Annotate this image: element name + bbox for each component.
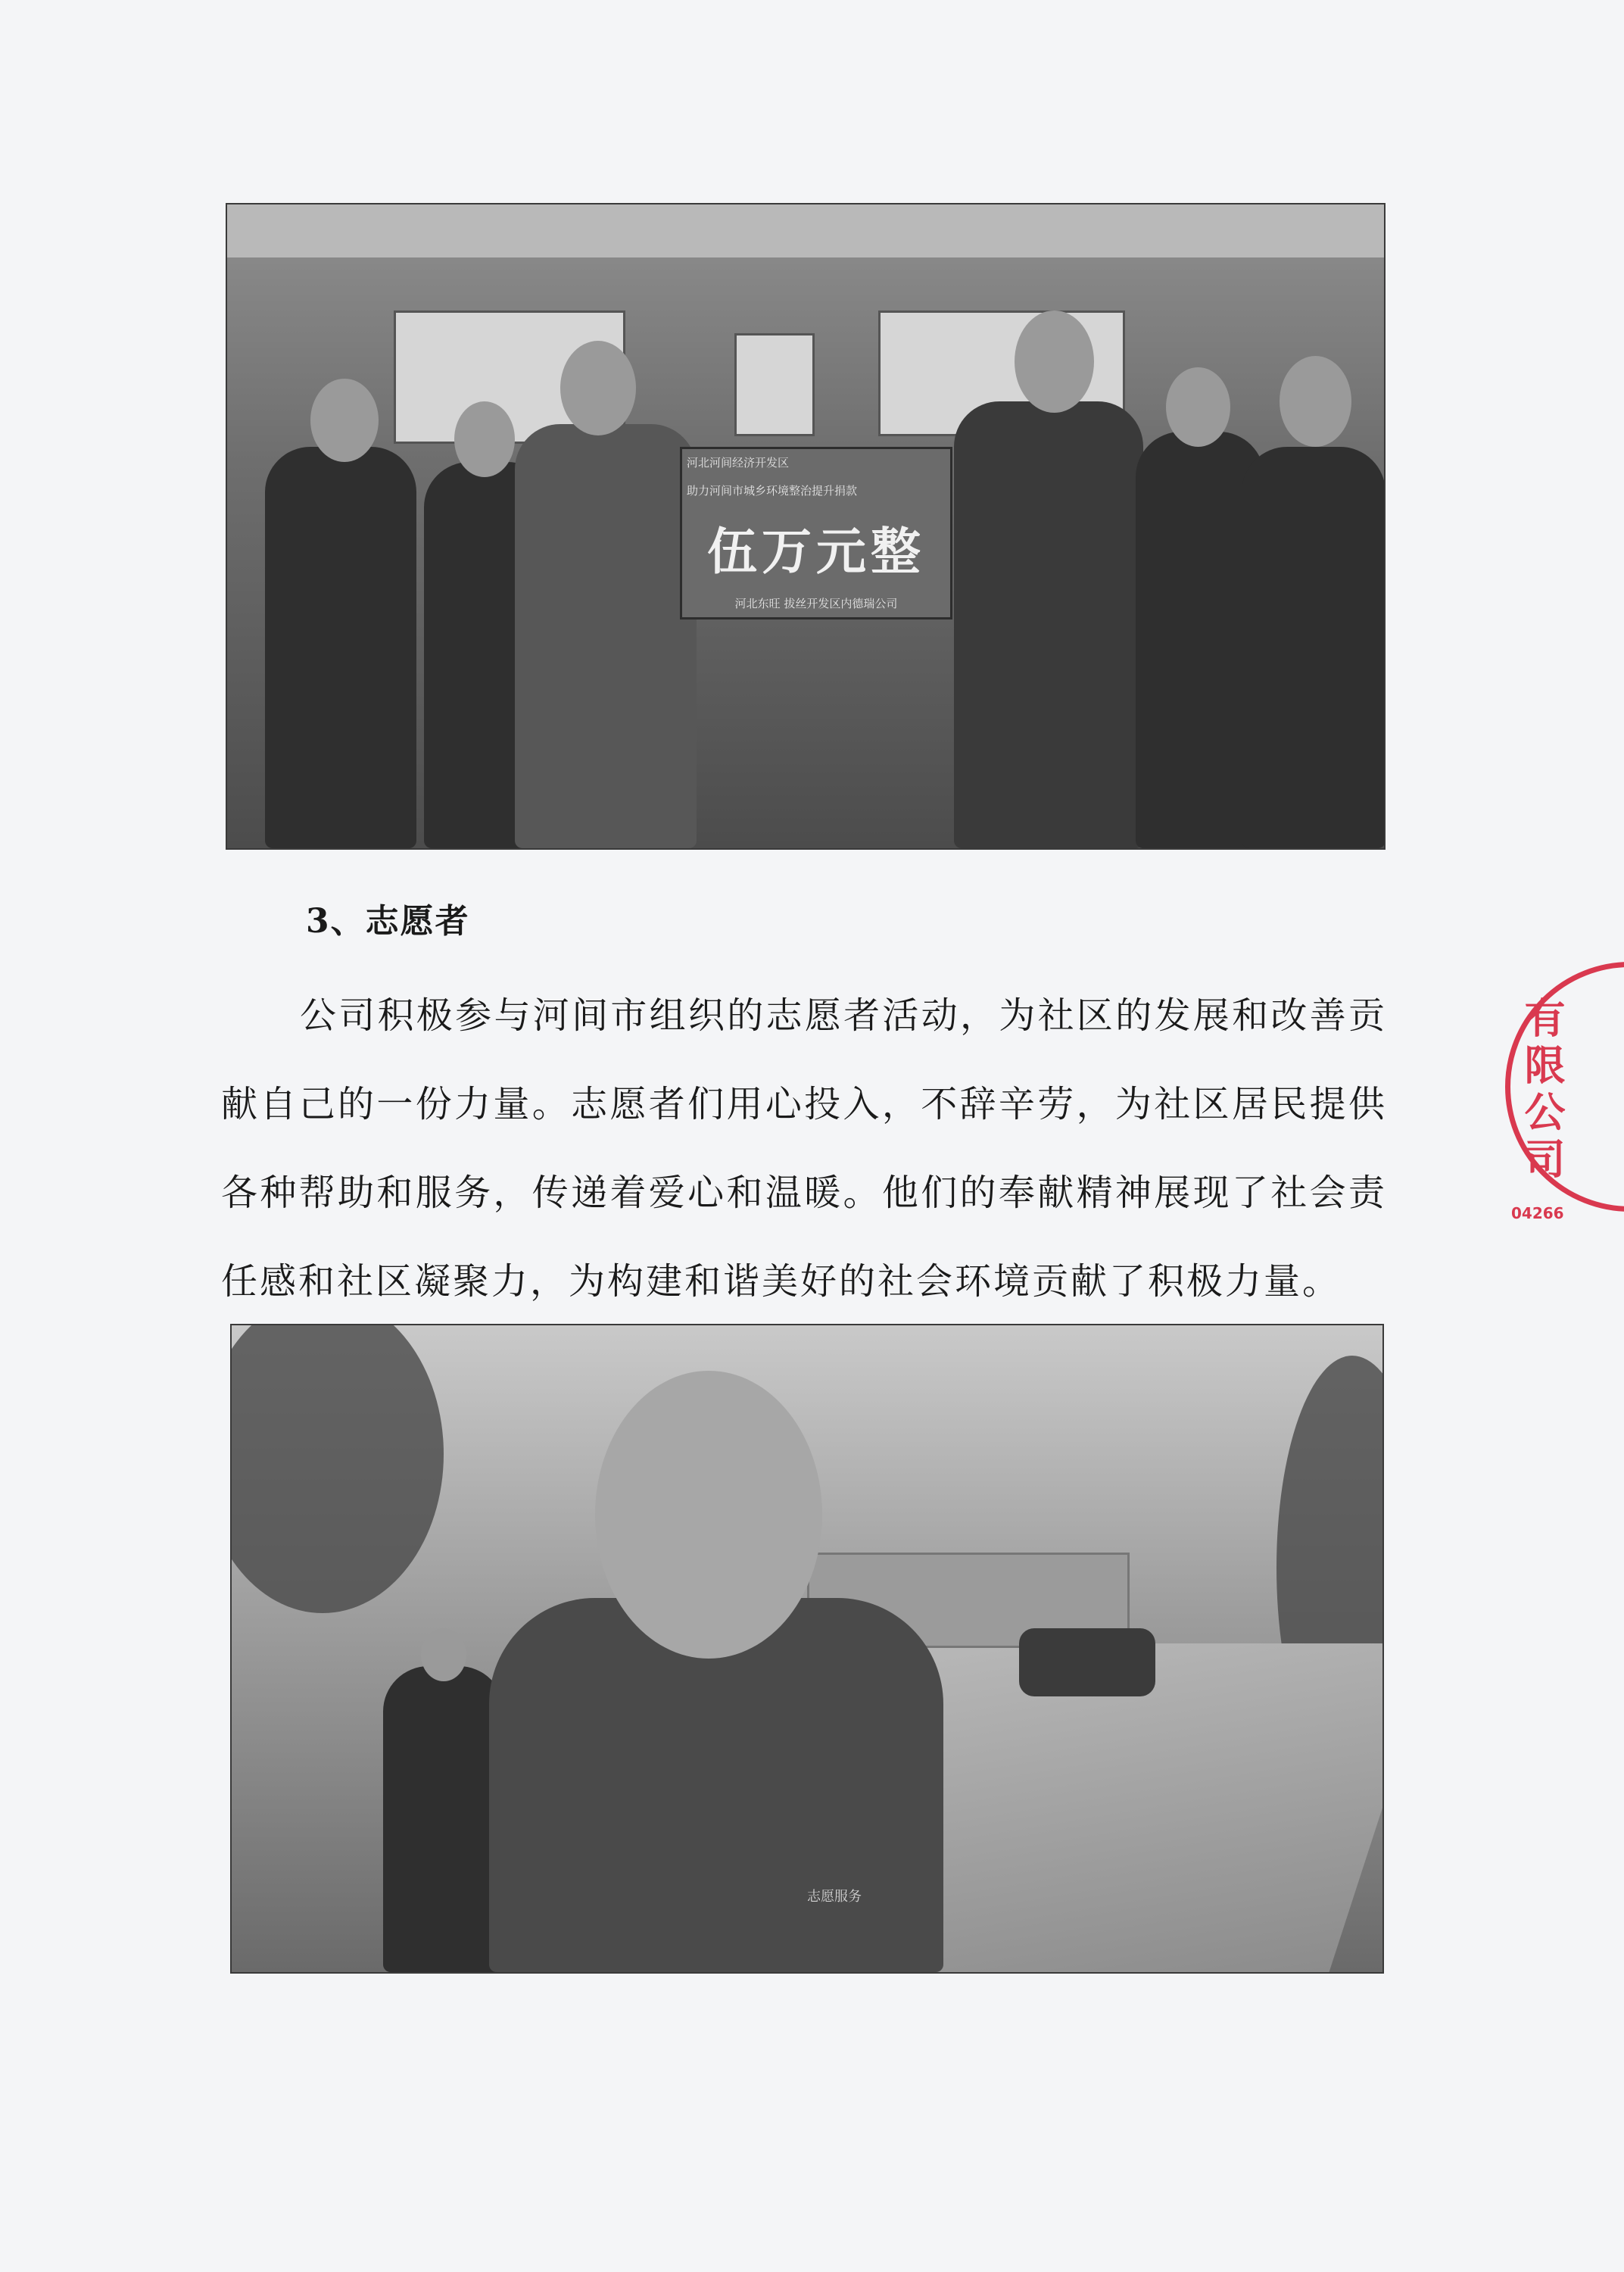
company-seal-text: 有限公司 [1518, 997, 1566, 1184]
donation-sign [680, 447, 952, 619]
person-head [310, 379, 379, 462]
person-head [560, 341, 636, 435]
person-head [454, 401, 515, 477]
sign-amount: 伍万元整 [707, 523, 925, 581]
person [954, 401, 1143, 848]
tree [230, 1324, 444, 1613]
parked-car [1019, 1628, 1155, 1696]
person-head [1166, 367, 1230, 447]
vest-text: 志愿服务 [807, 1889, 862, 1905]
sign-line-2: 助力河间市城乡环境整治提升捐款 [687, 484, 858, 498]
volunteer-head [595, 1371, 822, 1659]
company-seal-number: 04266 [1511, 1204, 1564, 1222]
person-head [1280, 356, 1351, 447]
person-head [1015, 311, 1094, 413]
person [265, 447, 416, 848]
sign-line-3: 河北东旺 拔丝开发区内德瑞公司 [734, 597, 898, 610]
person-background [383, 1666, 504, 1972]
person-head [421, 1628, 466, 1681]
section-heading: 3、志愿者 [306, 902, 470, 941]
ceiling [227, 204, 1384, 257]
volunteer-photo [230, 1324, 1384, 1974]
person [515, 424, 697, 848]
donation-ceremony-photo [226, 203, 1386, 850]
person [1242, 447, 1386, 848]
section-paragraph: 公司积极参与河间市组织的志愿者活动，为社区的发展和改善贡献自己的一份力量。志愿者们用心投入，不辞辛劳，为社区居民提供各种帮助和服务，传递着爱心和温暖。他们的奉献精神展现了社会责任感和社区凝聚力，为构建和谐美好的社会环境贡献了积极力量。 [221, 994, 1387, 1303]
sign-line-1: 河北河间经济开发区 [687, 456, 790, 470]
wall-portrait [734, 333, 815, 436]
